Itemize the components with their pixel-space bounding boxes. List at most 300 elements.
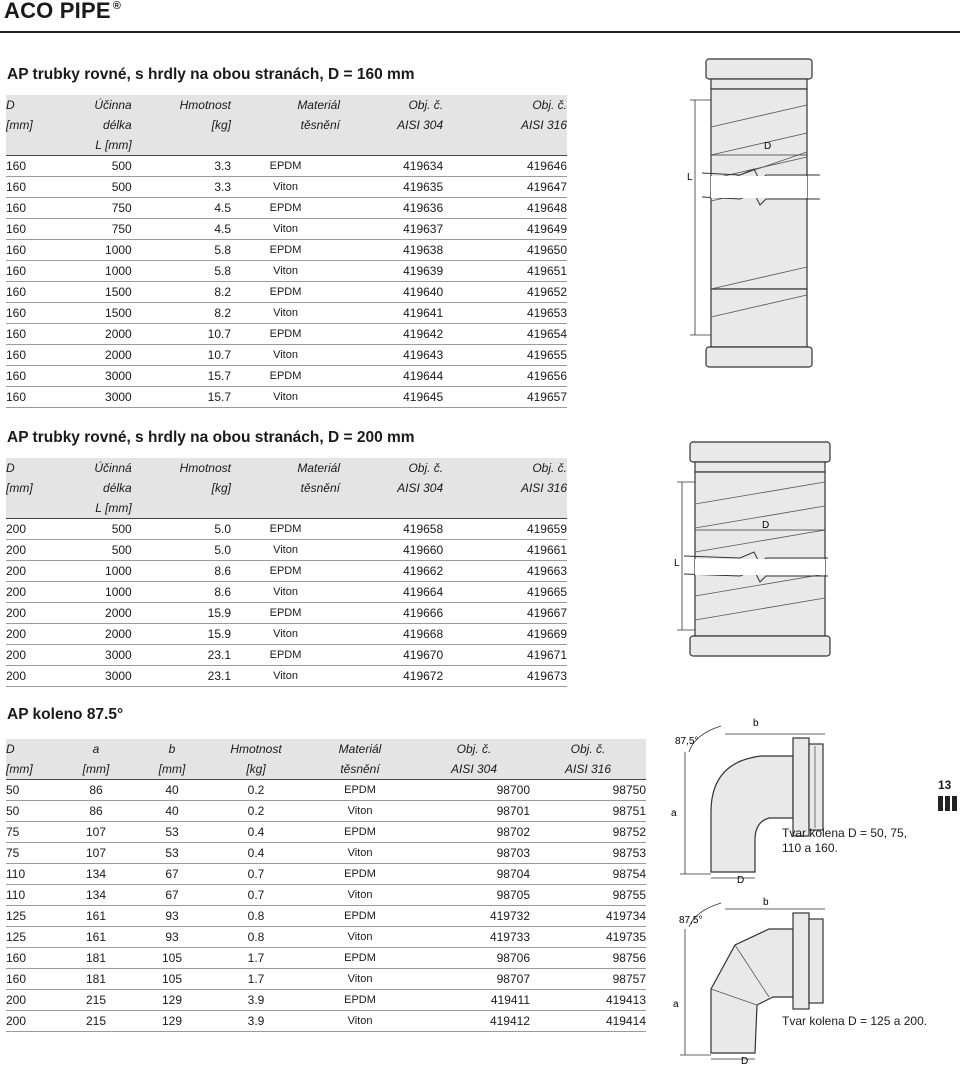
header-cell: [6, 498, 33, 519]
table-row: [6, 780, 646, 801]
table-cell: 200: [6, 990, 58, 1011]
dim-d-label: D: [762, 520, 770, 531]
header-cell: Obj. č.: [418, 739, 530, 759]
pipe-200-table: [6, 458, 567, 687]
table-row: [6, 624, 567, 645]
header-cell: AISI 316: [530, 759, 646, 780]
header-cell: [mm]: [58, 759, 134, 780]
table-cell: 160: [6, 345, 33, 366]
table-row: [6, 582, 567, 603]
table-cell: 500: [33, 156, 132, 177]
angle-label: 87,5°: [679, 915, 703, 926]
table-cell: 200: [6, 1011, 58, 1032]
table-cell: 419637: [340, 219, 443, 240]
table-cell: 419654: [443, 324, 567, 345]
table-cell: 10.7: [132, 324, 231, 345]
table-cell: 200: [6, 645, 33, 666]
header-cell: [132, 498, 231, 519]
table-cell: EPDM: [302, 780, 418, 801]
header-cell: L [mm]: [33, 135, 132, 156]
table-cell: 3000: [33, 645, 132, 666]
header-cell: AISI 304: [340, 115, 443, 135]
brand-name: ACO PIPE: [4, 0, 111, 23]
header-cell: Účinna: [33, 95, 132, 115]
elbow-note-1: Tvar kolena D = 50, 75, 110 a 160.: [782, 826, 908, 855]
section3-title: AP koleno 87.5°: [7, 706, 124, 723]
table-cell: 419735: [530, 927, 646, 948]
table-cell: 110: [6, 864, 58, 885]
table-cell: EPDM: [231, 366, 340, 387]
table-cell: 2000: [33, 624, 132, 645]
table-row: [6, 561, 567, 582]
table-cell: 4.5: [132, 219, 231, 240]
table-cell: 419659: [443, 519, 567, 540]
table-cell: 419635: [340, 177, 443, 198]
table-cell: 200: [6, 603, 33, 624]
table-cell: 419663: [443, 561, 567, 582]
table-cell: 40: [134, 780, 210, 801]
table-cell: 160: [6, 282, 33, 303]
table-cell: EPDM: [302, 948, 418, 969]
table-cell: 0.2: [210, 801, 302, 822]
table-cell: 215: [58, 990, 134, 1011]
table-cell: 2000: [33, 324, 132, 345]
table-cell: 134: [58, 885, 134, 906]
elbow-table: [6, 739, 646, 1032]
table-cell: 215: [58, 1011, 134, 1032]
table-cell: 160: [6, 240, 33, 261]
table-cell: Viton: [302, 1011, 418, 1032]
table-cell: 419656: [443, 366, 567, 387]
table-cell: 125: [6, 927, 58, 948]
table-row: [6, 177, 567, 198]
header-cell: L [mm]: [33, 498, 132, 519]
header-cell: [340, 498, 443, 519]
table-row: [6, 990, 646, 1011]
header-cell: [6, 135, 33, 156]
table-cell: 98707: [418, 969, 530, 990]
table-cell: 107: [58, 822, 134, 843]
table-cell: 98757: [530, 969, 646, 990]
pipe-200-drawing: [660, 438, 840, 683]
table-cell: 98704: [418, 864, 530, 885]
table-cell: 3.3: [132, 156, 231, 177]
table-cell: 75: [6, 822, 58, 843]
table-cell: 98750: [530, 780, 646, 801]
table-cell: 419647: [443, 177, 567, 198]
header-cell: Účinná: [33, 458, 132, 478]
dim-d-label: D: [741, 1056, 749, 1067]
table-cell: 419657: [443, 387, 567, 408]
table-cell: 0.2: [210, 780, 302, 801]
table-cell: 15.9: [132, 603, 231, 624]
table-cell: 181: [58, 969, 134, 990]
header-cell: [mm]: [6, 115, 33, 135]
header-cell: AISI 304: [340, 478, 443, 498]
header-cell: Hmotnost: [210, 739, 302, 759]
table-cell: 419653: [443, 303, 567, 324]
table-row: [6, 156, 567, 177]
table-cell: 98753: [530, 843, 646, 864]
table-cell: 200: [6, 624, 33, 645]
header-cell: Materiál: [231, 458, 340, 478]
table-cell: 98705: [418, 885, 530, 906]
pipe-160-drawing: [680, 55, 840, 380]
table-cell: 200: [6, 666, 33, 687]
table-cell: 750: [33, 219, 132, 240]
table-row: [6, 261, 567, 282]
table-cell: 98752: [530, 822, 646, 843]
table-cell: 98703: [418, 843, 530, 864]
table-cell: 419661: [443, 540, 567, 561]
table-row: [6, 948, 646, 969]
table-cell: 125: [6, 906, 58, 927]
table-cell: 0.7: [210, 864, 302, 885]
table-cell: 23.1: [132, 666, 231, 687]
header-cell: Hmotnost: [132, 95, 231, 115]
table-cell: 419658: [340, 519, 443, 540]
table-cell: EPDM: [231, 561, 340, 582]
table-cell: 419646: [443, 156, 567, 177]
table-row: [6, 219, 567, 240]
table-cell: 8.2: [132, 303, 231, 324]
header-cell: [443, 498, 567, 519]
table-cell: 419673: [443, 666, 567, 687]
table-row: [6, 1011, 646, 1032]
table-cell: 5.8: [132, 240, 231, 261]
table-cell: 1000: [33, 561, 132, 582]
table-cell: 0.4: [210, 843, 302, 864]
table-cell: Viton: [231, 261, 340, 282]
table-cell: 4.5: [132, 198, 231, 219]
table-cell: 3.9: [210, 990, 302, 1011]
header-cell: D: [6, 95, 33, 115]
table-cell: 161: [58, 906, 134, 927]
dim-b-label: b: [753, 718, 759, 729]
table-row: [6, 666, 567, 687]
table-cell: 134: [58, 864, 134, 885]
table-row: [6, 519, 567, 540]
registered-mark: ®: [112, 0, 122, 12]
header-cell: b: [134, 739, 210, 759]
table-cell: 419665: [443, 582, 567, 603]
table-cell: EPDM: [302, 990, 418, 1011]
dim-b-label: b: [763, 897, 769, 908]
table-cell: 419650: [443, 240, 567, 261]
table-row: [6, 801, 646, 822]
table-cell: 53: [134, 822, 210, 843]
table-cell: 160: [6, 156, 33, 177]
table-cell: 200: [6, 561, 33, 582]
table-cell: EPDM: [231, 282, 340, 303]
table-cell: 419670: [340, 645, 443, 666]
table-cell: EPDM: [231, 645, 340, 666]
table-cell: Viton: [231, 303, 340, 324]
section2-title: AP trubky rovné, s hrdly na obou stranách, D = 200 mm: [7, 429, 415, 446]
table-cell: 105: [134, 948, 210, 969]
table-cell: 500: [33, 540, 132, 561]
table-cell: 98755: [530, 885, 646, 906]
table-cell: 419652: [443, 282, 567, 303]
header-cell: Hmotnost: [132, 458, 231, 478]
table-cell: 67: [134, 864, 210, 885]
table-cell: 98706: [418, 948, 530, 969]
table-row: [6, 969, 646, 990]
table-cell: 1500: [33, 303, 132, 324]
header-cell: a: [58, 739, 134, 759]
table-row: [6, 843, 646, 864]
table-cell: 419655: [443, 345, 567, 366]
table-cell: 50: [6, 780, 58, 801]
table-cell: 181: [58, 948, 134, 969]
table-cell: 98701: [418, 801, 530, 822]
table-cell: 129: [134, 1011, 210, 1032]
table-cell: Viton: [302, 843, 418, 864]
table-cell: 419644: [340, 366, 443, 387]
table-cell: 3.9: [210, 1011, 302, 1032]
table-cell: 1.7: [210, 969, 302, 990]
table-cell: 419414: [530, 1011, 646, 1032]
header-cell: [kg]: [132, 115, 231, 135]
table-cell: 129: [134, 990, 210, 1011]
table-cell: Viton: [231, 387, 340, 408]
table-cell: EPDM: [231, 198, 340, 219]
table-cell: 419671: [443, 645, 567, 666]
table-cell: 98756: [530, 948, 646, 969]
header-cell: Obj. č.: [340, 458, 443, 478]
table-cell: 160: [6, 948, 58, 969]
table-cell: 1.7: [210, 948, 302, 969]
table-cell: 98702: [418, 822, 530, 843]
table-cell: 93: [134, 906, 210, 927]
table-cell: 419639: [340, 261, 443, 282]
table-cell: 2000: [33, 603, 132, 624]
table-cell: Viton: [231, 540, 340, 561]
table-row: [6, 906, 646, 927]
table-cell: EPDM: [231, 519, 340, 540]
dim-d-label: D: [737, 875, 745, 884]
table-cell: 419666: [340, 603, 443, 624]
table-cell: 0.8: [210, 906, 302, 927]
table-cell: 750: [33, 198, 132, 219]
header-cell: [231, 135, 340, 156]
table-cell: 160: [6, 366, 33, 387]
header-cell: [kg]: [132, 478, 231, 498]
header-cell: D: [6, 739, 58, 759]
table-cell: 110: [6, 885, 58, 906]
table-cell: 23.1: [132, 645, 231, 666]
dim-l-label: L: [687, 172, 693, 183]
table-cell: 419642: [340, 324, 443, 345]
header-cell: těsnění: [231, 478, 340, 498]
table-cell: 98700: [418, 780, 530, 801]
section1-title: AP trubky rovné, s hrdly na obou stranách, D = 160 mm: [7, 66, 415, 83]
dim-l-label: L: [674, 558, 680, 569]
table-cell: 1000: [33, 582, 132, 603]
table-cell: 419672: [340, 666, 443, 687]
table-cell: 2000: [33, 345, 132, 366]
table-cell: 419645: [340, 387, 443, 408]
table-cell: 419641: [340, 303, 443, 324]
table-cell: 86: [58, 780, 134, 801]
table-row: [6, 540, 567, 561]
table-row: [6, 303, 567, 324]
table-cell: 105: [134, 969, 210, 990]
page-tab-bars: [938, 796, 959, 816]
page-number: 13: [938, 778, 952, 792]
table-cell: 419412: [418, 1011, 530, 1032]
table-cell: 419667: [443, 603, 567, 624]
table-cell: Viton: [302, 801, 418, 822]
table-cell: 15.7: [132, 387, 231, 408]
table-row: [6, 927, 646, 948]
table-cell: 0.4: [210, 822, 302, 843]
header-cell: délka: [33, 115, 132, 135]
table-cell: 75: [6, 843, 58, 864]
table-cell: 0.7: [210, 885, 302, 906]
table-cell: Viton: [302, 927, 418, 948]
dim-a-label: a: [671, 808, 677, 819]
table-cell: 67: [134, 885, 210, 906]
table-cell: 160: [6, 261, 33, 282]
table-cell: 3000: [33, 666, 132, 687]
table-cell: Viton: [231, 666, 340, 687]
table-cell: 419413: [530, 990, 646, 1011]
table-cell: 419660: [340, 540, 443, 561]
table-cell: Viton: [231, 624, 340, 645]
table-cell: 419640: [340, 282, 443, 303]
table-cell: 200: [6, 582, 33, 603]
table-cell: 1000: [33, 261, 132, 282]
table-cell: EPDM: [231, 324, 340, 345]
table-cell: 419668: [340, 624, 443, 645]
table-cell: 8.6: [132, 561, 231, 582]
table-cell: 419643: [340, 345, 443, 366]
table-cell: 200: [6, 519, 33, 540]
table-cell: 8.6: [132, 582, 231, 603]
header-cell: [231, 498, 340, 519]
table-cell: 200: [6, 540, 33, 561]
table-cell: 107: [58, 843, 134, 864]
table-cell: 160: [6, 969, 58, 990]
table-cell: 419732: [418, 906, 530, 927]
dim-d-label: D: [764, 141, 772, 152]
table-cell: 419651: [443, 261, 567, 282]
table-cell: EPDM: [231, 156, 340, 177]
table-cell: 98754: [530, 864, 646, 885]
table-cell: Viton: [231, 219, 340, 240]
dim-a-label: a: [673, 999, 679, 1010]
table-cell: Viton: [231, 177, 340, 198]
header-cell: [kg]: [210, 759, 302, 780]
header-cell: těsnění: [302, 759, 418, 780]
table-row: [6, 366, 567, 387]
table-cell: 0.8: [210, 927, 302, 948]
table-cell: 93: [134, 927, 210, 948]
table-row: [6, 345, 567, 366]
table-cell: 419733: [418, 927, 530, 948]
angle-label: 87,5°: [675, 736, 699, 747]
table-cell: 5.0: [132, 540, 231, 561]
header-cell: délka: [33, 478, 132, 498]
table-row: [6, 387, 567, 408]
table-cell: 419662: [340, 561, 443, 582]
header-cell: Obj. č.: [443, 95, 567, 115]
elbow-small-drawing: [665, 712, 840, 884]
table-cell: 15.9: [132, 624, 231, 645]
table-row: [6, 822, 646, 843]
table-cell: 53: [134, 843, 210, 864]
table-cell: 160: [6, 387, 33, 408]
table-cell: 5.0: [132, 519, 231, 540]
table-cell: 419664: [340, 582, 443, 603]
table-cell: 419734: [530, 906, 646, 927]
table-cell: 160: [6, 177, 33, 198]
table-cell: 161: [58, 927, 134, 948]
table-cell: 8.2: [132, 282, 231, 303]
table-cell: EPDM: [302, 864, 418, 885]
table-row: [6, 240, 567, 261]
elbow-large-drawing: [665, 893, 840, 1067]
header-cell: [mm]: [6, 759, 58, 780]
table-cell: 160: [6, 198, 33, 219]
table-cell: 419411: [418, 990, 530, 1011]
table-cell: 40: [134, 801, 210, 822]
table-cell: 98751: [530, 801, 646, 822]
table-row: [6, 282, 567, 303]
table-cell: 3000: [33, 366, 132, 387]
elbow-note-2: Tvar kolena D = 125 a 200.: [782, 1014, 928, 1028]
table-cell: 500: [33, 519, 132, 540]
table-cell: EPDM: [231, 240, 340, 261]
header-cell: těsnění: [231, 115, 340, 135]
header-cell: [mm]: [134, 759, 210, 780]
header-cell: Obj. č.: [530, 739, 646, 759]
table-cell: Viton: [231, 345, 340, 366]
header-cell: [443, 135, 567, 156]
header-cell: AISI 316: [443, 115, 567, 135]
table-cell: EPDM: [302, 822, 418, 843]
header-cell: Materiál: [231, 95, 340, 115]
table-row: [6, 864, 646, 885]
table-cell: 1000: [33, 240, 132, 261]
table-cell: 5.8: [132, 261, 231, 282]
header-cell: D: [6, 458, 33, 478]
table-cell: 160: [6, 303, 33, 324]
table-cell: Viton: [302, 969, 418, 990]
table-cell: 419648: [443, 198, 567, 219]
table-row: [6, 603, 567, 624]
header-cell: Obj. č.: [443, 458, 567, 478]
table-cell: 500: [33, 177, 132, 198]
header-cell: [mm]: [6, 478, 33, 498]
header-cell: Obj. č.: [340, 95, 443, 115]
table-cell: Viton: [231, 582, 340, 603]
table-row: [6, 324, 567, 345]
table-cell: 160: [6, 219, 33, 240]
header-cell: [340, 135, 443, 156]
table-cell: 86: [58, 801, 134, 822]
table-row: [6, 885, 646, 906]
pipe-160-table: [6, 95, 567, 408]
header-cell: AISI 304: [418, 759, 530, 780]
table-cell: 3.3: [132, 177, 231, 198]
table-row: [6, 645, 567, 666]
brand-title: [4, 0, 121, 24]
header-rule: [0, 31, 960, 33]
table-cell: 15.7: [132, 366, 231, 387]
header-cell: [132, 135, 231, 156]
